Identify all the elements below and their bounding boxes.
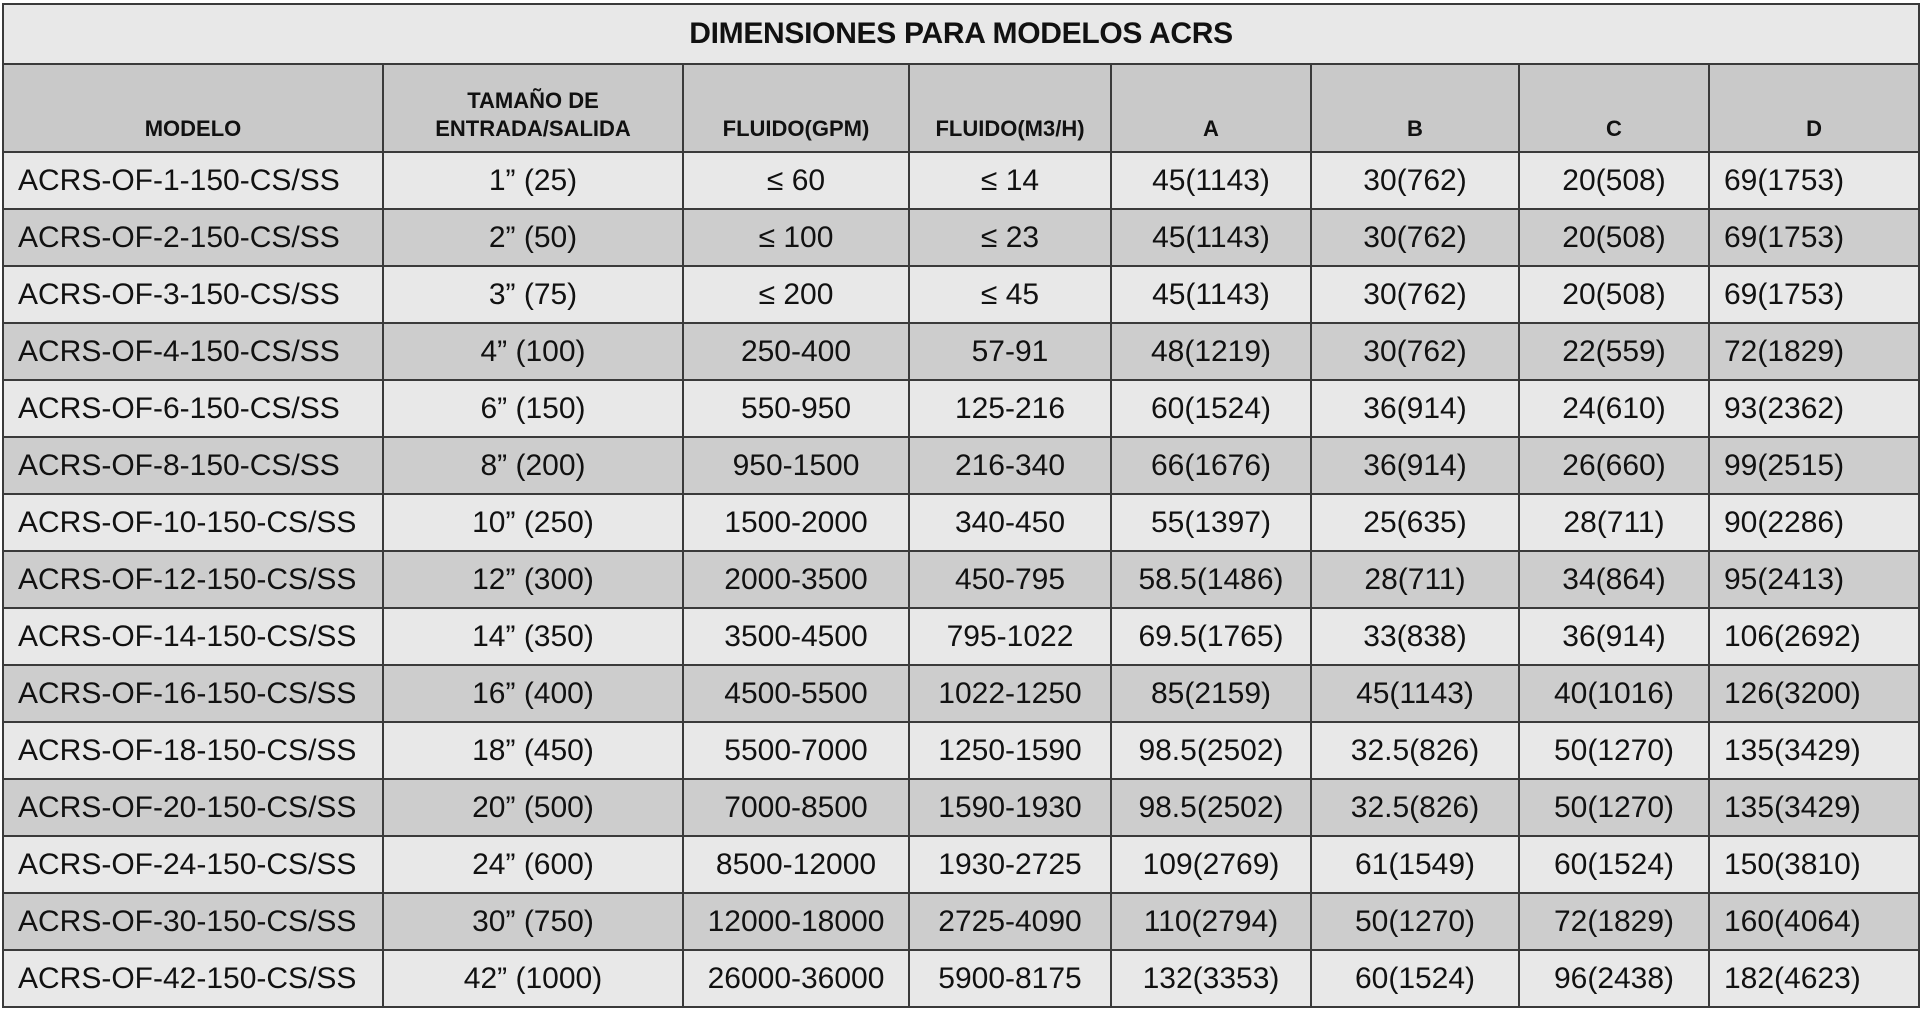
cell-modelo: ACRS-OF-2-150-CS/SS <box>3 209 383 266</box>
cell-gpm: 2000-3500 <box>683 551 909 608</box>
cell-a: 60(1524) <box>1111 380 1311 437</box>
table-row <box>3 779 1919 836</box>
cell-modelo: ACRS-OF-16-150-CS/SS <box>3 665 383 722</box>
cell-modelo: ACRS-OF-12-150-CS/SS <box>3 551 383 608</box>
cell-d: 160(4064) <box>1709 893 1919 950</box>
cell-b: 32.5(826) <box>1311 779 1519 836</box>
cell-a: 132(3353) <box>1111 950 1311 1007</box>
header-modelo: MODELO <box>3 64 383 152</box>
cell-c: 28(711) <box>1519 494 1709 551</box>
header-tamano-line1: TAMAÑO DE <box>467 88 599 113</box>
table-row <box>3 380 1919 437</box>
dimensions-table-container <box>2 3 1918 1008</box>
cell-a: 48(1219) <box>1111 323 1311 380</box>
cell-c: 72(1829) <box>1519 893 1709 950</box>
cell-c: 20(508) <box>1519 266 1709 323</box>
cell-m3h: 1022-1250 <box>909 665 1111 722</box>
cell-b: 30(762) <box>1311 266 1519 323</box>
cell-a: 98.5(2502) <box>1111 722 1311 779</box>
cell-modelo: ACRS-OF-3-150-CS/SS <box>3 266 383 323</box>
cell-d: 69(1753) <box>1709 152 1919 209</box>
table-row <box>3 950 1919 1007</box>
cell-tamano: 14” (350) <box>383 608 683 665</box>
cell-tamano: 2” (50) <box>383 209 683 266</box>
cell-d: 99(2515) <box>1709 437 1919 494</box>
cell-gpm: ≤ 60 <box>683 152 909 209</box>
cell-gpm: ≤ 100 <box>683 209 909 266</box>
cell-tamano: 30” (750) <box>383 893 683 950</box>
cell-a: 109(2769) <box>1111 836 1311 893</box>
cell-modelo: ACRS-OF-4-150-CS/SS <box>3 323 383 380</box>
table-row <box>3 152 1919 209</box>
cell-m3h: ≤ 23 <box>909 209 1111 266</box>
dimensions-table <box>2 3 1920 1008</box>
table-row <box>3 836 1919 893</box>
cell-modelo: ACRS-OF-20-150-CS/SS <box>3 779 383 836</box>
table-row <box>3 665 1919 722</box>
table-row <box>3 209 1919 266</box>
header-tamano <box>383 64 683 152</box>
cell-c: 96(2438) <box>1519 950 1709 1007</box>
table-row <box>3 608 1919 665</box>
cell-m3h: 340-450 <box>909 494 1111 551</box>
cell-b: 28(711) <box>1311 551 1519 608</box>
cell-modelo: ACRS-OF-42-150-CS/SS <box>3 950 383 1007</box>
cell-c: 24(610) <box>1519 380 1709 437</box>
table-row <box>3 893 1919 950</box>
cell-d: 135(3429) <box>1709 779 1919 836</box>
cell-a: 66(1676) <box>1111 437 1311 494</box>
cell-d: 135(3429) <box>1709 722 1919 779</box>
cell-b: 25(635) <box>1311 494 1519 551</box>
cell-gpm: 4500-5500 <box>683 665 909 722</box>
cell-d: 95(2413) <box>1709 551 1919 608</box>
cell-gpm: 12000-18000 <box>683 893 909 950</box>
cell-c: 50(1270) <box>1519 722 1709 779</box>
cell-m3h: 1590-1930 <box>909 779 1111 836</box>
cell-modelo: ACRS-OF-24-150-CS/SS <box>3 836 383 893</box>
cell-tamano: 4” (100) <box>383 323 683 380</box>
cell-tamano: 10” (250) <box>383 494 683 551</box>
cell-m3h: 125-216 <box>909 380 1111 437</box>
cell-modelo: ACRS-OF-1-150-CS/SS <box>3 152 383 209</box>
cell-c: 36(914) <box>1519 608 1709 665</box>
cell-a: 55(1397) <box>1111 494 1311 551</box>
cell-m3h: 216-340 <box>909 437 1111 494</box>
cell-gpm: ≤ 200 <box>683 266 909 323</box>
cell-d: 93(2362) <box>1709 380 1919 437</box>
header-tamano-line2: ENTRADA/SALIDA <box>435 116 631 141</box>
cell-tamano: 1” (25) <box>383 152 683 209</box>
cell-d: 106(2692) <box>1709 608 1919 665</box>
cell-d: 69(1753) <box>1709 266 1919 323</box>
table-title: DIMENSIONES PARA MODELOS ACRS <box>3 4 1919 64</box>
cell-m3h: 1250-1590 <box>909 722 1111 779</box>
cell-tamano: 12” (300) <box>383 551 683 608</box>
table-row <box>3 722 1919 779</box>
cell-c: 26(660) <box>1519 437 1709 494</box>
cell-c: 22(559) <box>1519 323 1709 380</box>
cell-a: 45(1143) <box>1111 152 1311 209</box>
cell-m3h: ≤ 45 <box>909 266 1111 323</box>
header-c: C <box>1519 64 1709 152</box>
cell-tamano: 6” (150) <box>383 380 683 437</box>
cell-gpm: 26000-36000 <box>683 950 909 1007</box>
cell-c: 40(1016) <box>1519 665 1709 722</box>
header-gpm: FLUIDO(GPM) <box>683 64 909 152</box>
cell-m3h: ≤ 14 <box>909 152 1111 209</box>
cell-c: 60(1524) <box>1519 836 1709 893</box>
header-d: D <box>1709 64 1919 152</box>
table-row <box>3 494 1919 551</box>
cell-a: 98.5(2502) <box>1111 779 1311 836</box>
cell-b: 30(762) <box>1311 323 1519 380</box>
cell-a: 69.5(1765) <box>1111 608 1311 665</box>
cell-gpm: 7000-8500 <box>683 779 909 836</box>
header-a: A <box>1111 64 1311 152</box>
cell-b: 30(762) <box>1311 209 1519 266</box>
cell-tamano: 16” (400) <box>383 665 683 722</box>
cell-gpm: 250-400 <box>683 323 909 380</box>
cell-gpm: 550-950 <box>683 380 909 437</box>
cell-c: 50(1270) <box>1519 779 1709 836</box>
cell-c: 20(508) <box>1519 152 1709 209</box>
cell-c: 20(508) <box>1519 209 1709 266</box>
cell-a: 58.5(1486) <box>1111 551 1311 608</box>
cell-tamano: 8” (200) <box>383 437 683 494</box>
cell-b: 32.5(826) <box>1311 722 1519 779</box>
table-row <box>3 551 1919 608</box>
cell-m3h: 795-1022 <box>909 608 1111 665</box>
cell-d: 69(1753) <box>1709 209 1919 266</box>
cell-modelo: ACRS-OF-30-150-CS/SS <box>3 893 383 950</box>
cell-m3h: 2725-4090 <box>909 893 1111 950</box>
header-m3h: FLUIDO(M3/H) <box>909 64 1111 152</box>
cell-modelo: ACRS-OF-14-150-CS/SS <box>3 608 383 665</box>
cell-gpm: 3500-4500 <box>683 608 909 665</box>
cell-gpm: 950-1500 <box>683 437 909 494</box>
cell-b: 60(1524) <box>1311 950 1519 1007</box>
cell-m3h: 57-91 <box>909 323 1111 380</box>
table-body <box>3 152 1919 1007</box>
cell-modelo: ACRS-OF-10-150-CS/SS <box>3 494 383 551</box>
cell-b: 36(914) <box>1311 380 1519 437</box>
cell-modelo: ACRS-OF-6-150-CS/SS <box>3 380 383 437</box>
cell-tamano: 3” (75) <box>383 266 683 323</box>
header-b: B <box>1311 64 1519 152</box>
cell-modelo: ACRS-OF-8-150-CS/SS <box>3 437 383 494</box>
cell-tamano: 20” (500) <box>383 779 683 836</box>
table-row <box>3 437 1919 494</box>
cell-b: 50(1270) <box>1311 893 1519 950</box>
table-row <box>3 323 1919 380</box>
cell-a: 85(2159) <box>1111 665 1311 722</box>
cell-m3h: 5900-8175 <box>909 950 1111 1007</box>
cell-tamano: 18” (450) <box>383 722 683 779</box>
cell-tamano: 42” (1000) <box>383 950 683 1007</box>
cell-a: 45(1143) <box>1111 266 1311 323</box>
cell-a: 110(2794) <box>1111 893 1311 950</box>
cell-d: 72(1829) <box>1709 323 1919 380</box>
cell-modelo: ACRS-OF-18-150-CS/SS <box>3 722 383 779</box>
cell-c: 34(864) <box>1519 551 1709 608</box>
cell-d: 90(2286) <box>1709 494 1919 551</box>
cell-gpm: 5500-7000 <box>683 722 909 779</box>
cell-m3h: 1930-2725 <box>909 836 1111 893</box>
cell-b: 30(762) <box>1311 152 1519 209</box>
cell-b: 33(838) <box>1311 608 1519 665</box>
cell-d: 182(4623) <box>1709 950 1919 1007</box>
table-row <box>3 266 1919 323</box>
cell-gpm: 1500-2000 <box>683 494 909 551</box>
cell-tamano: 24” (600) <box>383 836 683 893</box>
cell-d: 126(3200) <box>1709 665 1919 722</box>
cell-b: 45(1143) <box>1311 665 1519 722</box>
cell-m3h: 450-795 <box>909 551 1111 608</box>
header-row <box>3 64 1919 152</box>
cell-b: 36(914) <box>1311 437 1519 494</box>
cell-a: 45(1143) <box>1111 209 1311 266</box>
cell-b: 61(1549) <box>1311 836 1519 893</box>
cell-d: 150(3810) <box>1709 836 1919 893</box>
cell-gpm: 8500-12000 <box>683 836 909 893</box>
